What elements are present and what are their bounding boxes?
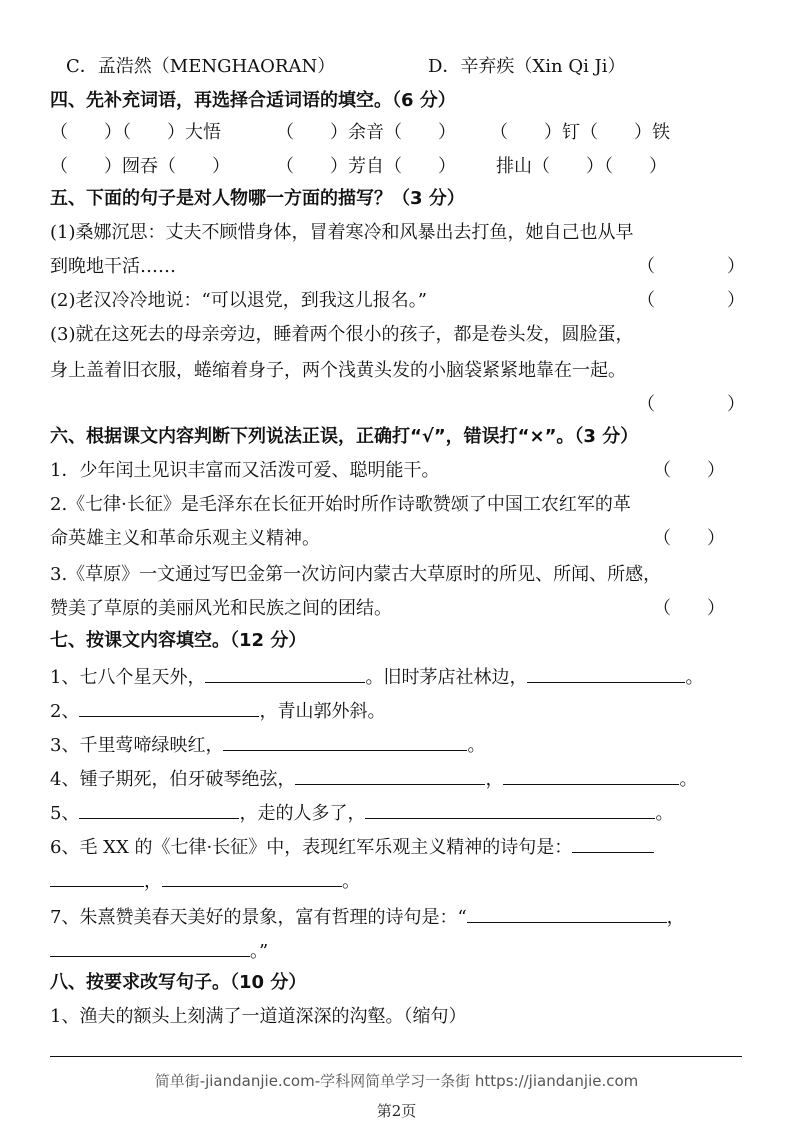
- q6-text-a: 6、毛 XX 的《七律·长征》中，表现红军乐观主义精神的诗句是：: [50, 837, 573, 858]
- q1-text-b: 。旧时茅店社林边，: [365, 667, 528, 688]
- page-number: 第2页: [376, 1102, 417, 1120]
- q4-text-b: ，: [485, 769, 504, 790]
- section6-q2-line1: 2.《七律·长征》是毛泽东在长征开始时所作诗歌赞颂了中国工农红军的革: [50, 494, 631, 515]
- q3-text-a: 3、千里莺啼绿映红，: [50, 735, 224, 756]
- section7-q1: [50, 664, 745, 691]
- q2-text-a: 2、: [50, 701, 80, 722]
- q7-text-a: 7、朱熹赞美春天美好的景象，富有哲理的诗句是：“: [50, 907, 467, 928]
- q1-text-a: 1、七八个星天外，: [50, 667, 206, 688]
- section6-q1: [50, 458, 745, 484]
- option-c: C．孟浩然（MENGHAORAN）: [66, 56, 336, 77]
- section4-title: 四、先补充词语，再选择合适词语的填空。（6 分）: [50, 90, 456, 111]
- section7-q7-line2: [50, 938, 745, 965]
- answer-line[interactable]: [50, 1056, 742, 1057]
- section6-q2-line2: [50, 526, 745, 552]
- section5-title: 五、下面的句子是对人物哪一方面的描写？（3 分）: [50, 188, 465, 209]
- section7-q4: [50, 766, 745, 793]
- section6-q3-line2: [50, 596, 745, 622]
- fill-blank[interactable]: [79, 698, 259, 717]
- section5-q3-line2: 身上盖着旧衣服，蜷缩着身子，两个浅黄头发的小脑袋紧紧地靠在一起。: [50, 360, 626, 381]
- idiom-blank-6: 排山（ ）（ ）: [496, 156, 667, 177]
- section7-q5: [50, 800, 745, 827]
- section7-title: 七、按课文内容填空。（12 分）: [50, 630, 307, 651]
- q4-text-c: 。: [679, 769, 698, 790]
- fill-blank[interactable]: [162, 868, 342, 887]
- q5-text-a: 5、: [50, 803, 80, 824]
- q4-text-a: 4、锺子期死，伯牙破琴绝弦，: [50, 769, 296, 790]
- idiom-blank-3: （ ）钉（ ）铁: [490, 122, 670, 143]
- fill-blank[interactable]: [205, 664, 365, 683]
- idiom-blank-2: （ ）余音（ ）: [276, 122, 456, 143]
- judge-paren[interactable]: （ ）: [653, 528, 725, 549]
- section8-title: 八、按要求改写句子。（10 分）: [50, 972, 307, 993]
- section7-q6-line1: [50, 834, 745, 861]
- section7-q3: [50, 732, 745, 759]
- q1-text-c: 。: [685, 667, 704, 688]
- section6-q3-text: 赞美了草原的美丽风光和民族之间的团结。: [50, 598, 392, 619]
- q3-text-b: 。: [467, 735, 486, 756]
- q7-text-b: ，: [666, 907, 685, 928]
- section7-q2: [50, 698, 745, 725]
- answer-paren[interactable]: （ ）: [637, 290, 745, 311]
- section6-title: 六、根据课文内容判断下列说法正误，正确打“√”，错误打“×”。（3 分）: [50, 426, 639, 447]
- q6-text-c: 。: [342, 871, 360, 892]
- section6-q1-text: 1．少年闰土见识丰富而又活泼可爱、聪明能干。: [50, 460, 440, 481]
- footer-watermark: 简单街-jiandanjie.com-学科网简单学习一条街 https://jiandanjie.com: [154, 1072, 639, 1090]
- answer-paren[interactable]: （ ）: [637, 394, 745, 415]
- fill-blank[interactable]: [503, 766, 679, 785]
- fill-blank[interactable]: [223, 732, 467, 751]
- fill-blank[interactable]: [50, 938, 250, 957]
- section7-q6-line2: [50, 868, 745, 895]
- q7-text-c: 。”: [250, 941, 269, 962]
- judge-paren[interactable]: （ ）: [653, 598, 725, 619]
- q5-text-b: ，走的人多了，: [239, 803, 366, 824]
- fill-blank[interactable]: [467, 904, 667, 923]
- judge-paren[interactable]: （ ）: [653, 460, 725, 481]
- fill-blank[interactable]: [527, 664, 685, 683]
- fill-blank[interactable]: [50, 868, 144, 887]
- section6-q2-text: 命英雄主义和革命乐观主义精神。: [50, 528, 320, 549]
- q6-text-b: ，: [144, 871, 162, 892]
- section5-q1-line1: (1)桑娜沉思：丈夫不顾惜身体，冒着寒冷和风暴出去打鱼，她自己也从早: [50, 222, 634, 243]
- section5-q2: [50, 288, 745, 314]
- idiom-blank-5: （ ）芳自（ ）: [276, 156, 456, 177]
- option-d: D．辛弃疾（Xin Qi Ji）: [428, 56, 626, 77]
- answer-paren[interactable]: （ ）: [637, 256, 745, 277]
- section5-q2-text: (2)老汉冷冷地说：“可以退党，到我这儿报名。”: [50, 290, 427, 311]
- fill-blank[interactable]: [365, 800, 655, 819]
- section6-q3-line1: 3.《草原》一文通过写巴金第一次访问内蒙古大草原时的所见、所闻、所感，: [50, 564, 662, 585]
- q5-text-c: 。: [655, 803, 674, 824]
- q2-text-b: ，青山郭外斜。: [259, 701, 386, 722]
- section7-q7-line1: [50, 904, 745, 931]
- idiom-blank-1: （ ）（ ）大悟: [50, 122, 221, 143]
- fill-blank[interactable]: [295, 766, 485, 785]
- section8-q1: 1、渔夫的额头上刻满了一道道深深的沟壑。（缩句）: [50, 1006, 467, 1027]
- fill-blank[interactable]: [572, 834, 654, 853]
- idiom-blank-4: （ ）囫吞（ ）: [50, 156, 230, 177]
- fill-blank[interactable]: [79, 800, 239, 819]
- section5-q3-line1: (3)就在这死去的母亲旁边，睡着两个很小的孩子，都是卷头发，圆脸蛋，: [50, 324, 634, 345]
- section5-q1-text: 到晚地干活……: [50, 256, 176, 277]
- section5-q1-line2: [50, 254, 745, 280]
